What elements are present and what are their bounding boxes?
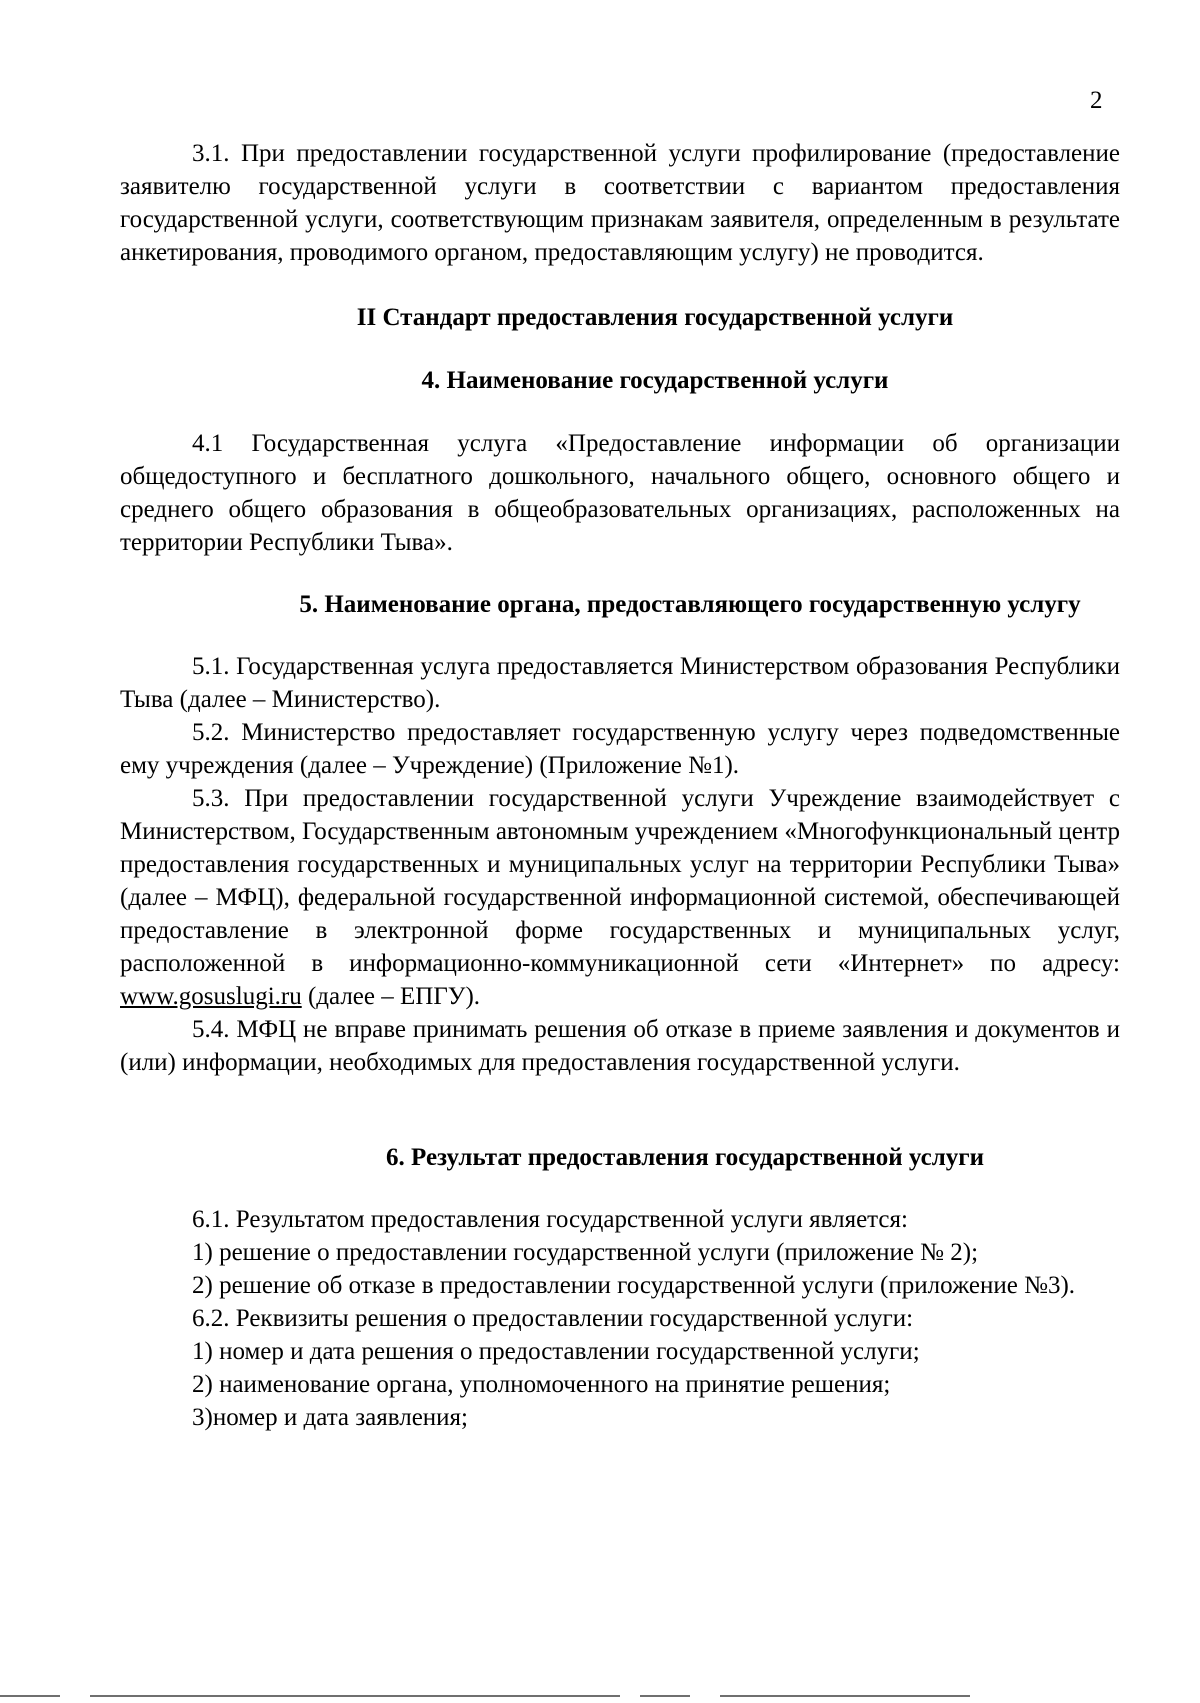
list-item-6-1-2: 2) решение об отказе в предоставлении государственной услуги (приложение №3). [192,1272,1076,1299]
scan-line [0,1695,60,1697]
paragraph-5-3-text: 5.3. При предоставлении государственной услуги Учреждение взаимодействует с Министерством, Государственным автономным учреждением «Многофункциональный центр предоставления государственных и муниципальных услуг на территории Республики Тыва» (далее – МФЦ), федеральной государственной информационной системой, обеспечивающей предоставление в электронной форме государственных и муниципальных услуг, расположенной в информационно-коммуникационной сети «Интернет» по адресу: [120,785,1120,977]
list-item-6-1-1: 1) решение о предоставлении государственной услуги (приложение № 2); [192,1239,979,1266]
list-item-6-2-1: 1) номер и дата решения о предоставлении государственной услуги; [192,1338,920,1365]
heading-5: 5. Наименование органа, предоставляющего государственную услугу [299,591,1081,618]
paragraph-5-1: 5.1. Государственная услуга предоставляется Министерством образования Республики Тыва (далее – Министерство). [120,653,1120,713]
paragraph-5-4: 5.4. МФЦ не вправе принимать решения об отказе в приеме заявления и документов и (или) информации, необходимых для предоставления государственной услуги. [120,1016,1120,1076]
paragraph-6-1: 6.1. Результатом предоставления государственной услуги является: [192,1206,908,1233]
paragraph-4-1: 4.1 Государственная услуга «Предоставление информации об организации общедоступного и бесплатного дошкольного, начального общего, основного общего и среднего общего образования в общеобразовательных организациях, расположенных на территории Республики Тыва». [120,430,1120,556]
page-number: 2 [1090,87,1103,114]
scan-line [720,1695,970,1697]
list-item-6-2-3: 3)номер и дата заявления; [192,1404,468,1431]
document-body [120,137,1120,1434]
scan-line [90,1695,620,1697]
paragraph-6-2: 6.2. Реквизиты решения о предоставлении государственной услуги: [192,1305,914,1332]
heading-4: 4. Наименование государственной услуги [421,367,889,394]
list-item-6-2-2: 2) наименование органа, уполномоченного на принятие решения; [192,1371,891,1398]
paragraph-5-3 [120,782,1120,1013]
scan-line [640,1695,690,1697]
paragraph-5-2: 5.2. Министерство предоставляет государственную услугу через подведомственные ему учреждения (далее – Учреждение) (Приложение №1). [120,719,1120,779]
paragraph-3-1: 3.1. При предоставлении государственной услуги профилирование (предоставление заявителю государственной услуги в соответствии с вариантом предоставления государственной услуги, соответствующим признакам заявителя, определенным в результате анкетирования, проводимого органом, предоставляющим услугу) не проводится. [120,140,1120,266]
heading-6: 6. Результат предоставления государственной услуги [386,1144,984,1171]
scan-edge-lines [0,1695,1200,1699]
section-heading-2: II Стандарт предоставления государственной услуги [356,304,954,331]
gosuslugi-link[interactable]: www.gosuslugi.ru [120,983,302,1010]
paragraph-5-3-tail: (далее – ЕПГУ). [301,983,481,1010]
